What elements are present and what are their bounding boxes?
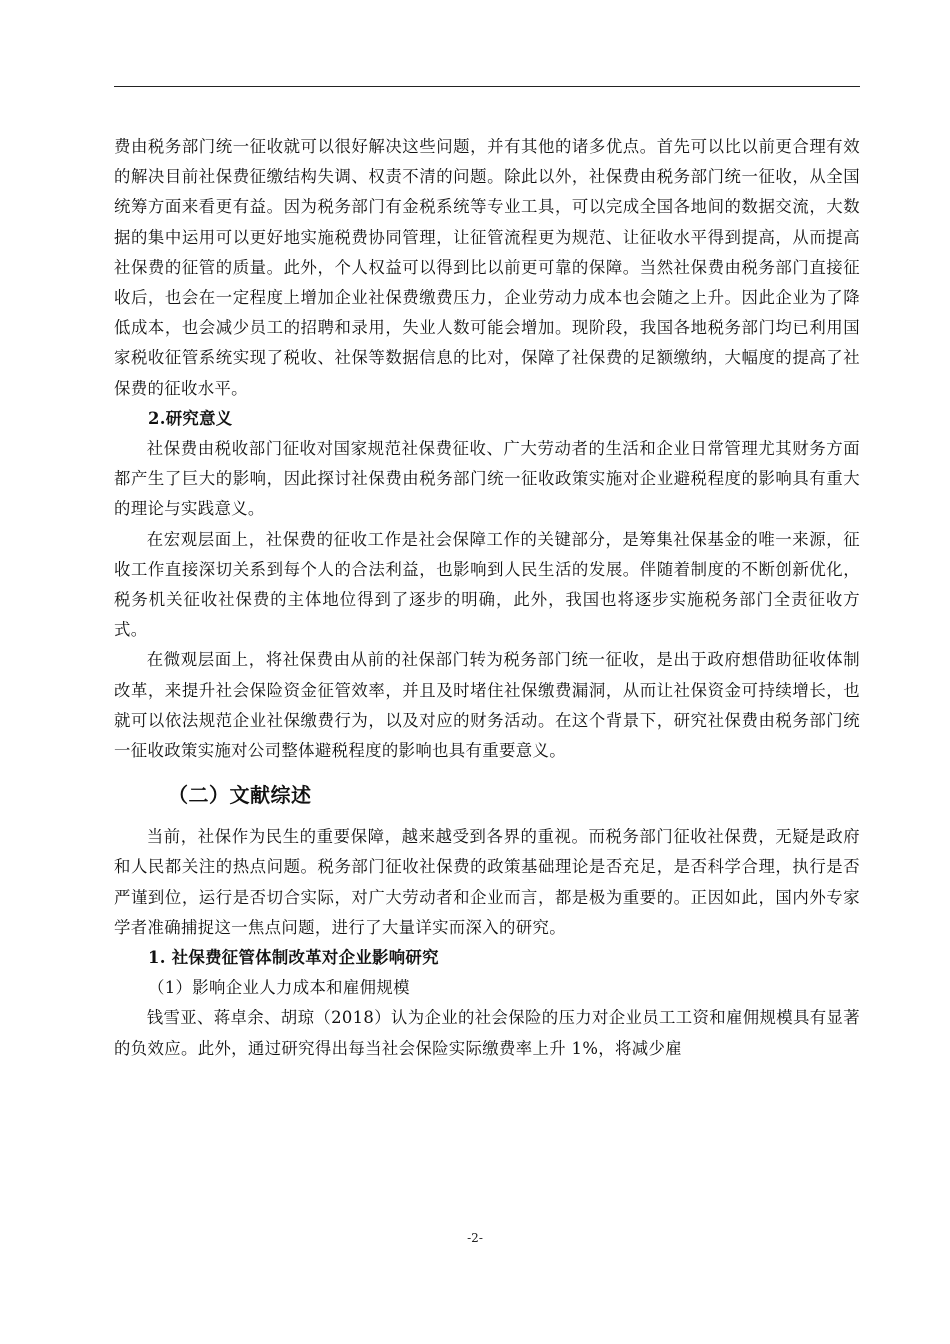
paragraph-continuation: 费由税务部门统一征收就可以很好解决这些问题，并有其他的诸多优点。首先可以比以前更合理有效的解决目前社保费征缴结构失调、权责不清的问题。除此以外，社保费由税务部门统一征收，从全国统筹方面来看更有益。因为税务部门有金税系统等专业工具，可以完成全国各地间的数据交流，大数据的集中运用可以更好地实施税费协同管理，让征管流程更为规范、让征收水平得到提高，从而提高社保费的征管的质量。此外，个人权益可以得到比以前更可靠的保障。当然社保费由税务部门直接征收后，也会在一定程度上增加企业社保费缴费压力，企业劳动力成本也会随之上升。因此企业为了降低成本，也会减少员工的招聘和录用，失业人数可能会增加。现阶段，我国各地税务部门均已利用国家税收征管系统实现了税收、社保等数据信息的比对，保障了社保费的足额缴纳，大幅度的提高了社保费的征收水平。 [114, 137, 860, 398]
paragraph-micro-level: 在微观层面上，将社保费由从前的社保部门转为税务部门统一征收，是出于政府想借助征收体制改革，来提升社会保险资金征管效率，并且及时堵住社保缴费漏洞，从而让社保资金可持续增长，也就可以依法规范企业社保缴费行为，以及对应的财务活动。在这个背景下，研究社保费由税务部门统一征收政策实施对公司整体避税程度的影响也具有重要意义。 [114, 650, 860, 761]
paragraph-labor-cost: 钱雪亚、蒋卓余、胡琼（2018）认为企业的社会保险的压力对企业员工工资和雇佣规模具有显著的负效应。此外，通过研究得出每当社会保险实际缴费率上升 1%，将减少雇 [114, 1008, 860, 1058]
page-number: -2- [467, 1231, 483, 1245]
subheading-labor-cost: （1）影响企业人力成本和雇佣规模 [148, 978, 410, 998]
document-body [114, 132, 860, 1064]
header-rule [114, 86, 860, 87]
heading-reform-impact: 1. 社保费征管体制改革对企业影响研究 [148, 948, 439, 968]
paragraph-review-intro: 当前，社保作为民生的重要保障，越来越受到各界的重视。而税务部门征收社保费，无疑是政府和人民都关注的热点问题。税务部门征收社保费的政策基础理论是否充足，是否科学合理，执行是否严谨到位，运行是否切合实际，对广大劳动者和企业而言，都是极为重要的。正因如此，国内外专家学者准确捕捉这一焦点问题，进行了大量详实而深入的研究。 [114, 827, 860, 937]
paragraph-macro-level: 在宏观层面上，社保费的征收工作是社会保障工作的关键部分，是筹集社保基金的唯一来源，征收工作直接深切关系到每个人的合法利益，也影响到人民生活的发展。伴随着制度的不断创新优化，税务机关征收社保费的主体地位得到了逐步的明确，此外，我国也将逐步实施税务部门全责征收方式。 [114, 529, 860, 640]
section-heading-literature-review: （二）文献综述 [168, 783, 312, 808]
paragraph-significance-intro: 社保费由税收部门征收对国家规范社保费征收、广大劳动者的生活和企业日常管理尤其财务方面都产生了巨大的影响，因此探讨社保费由税务部门统一征收政策实施对企业避税程度的影响具有重大的理论与实践意义。 [114, 439, 860, 519]
heading-research-significance: 2.研究意义 [148, 408, 233, 428]
